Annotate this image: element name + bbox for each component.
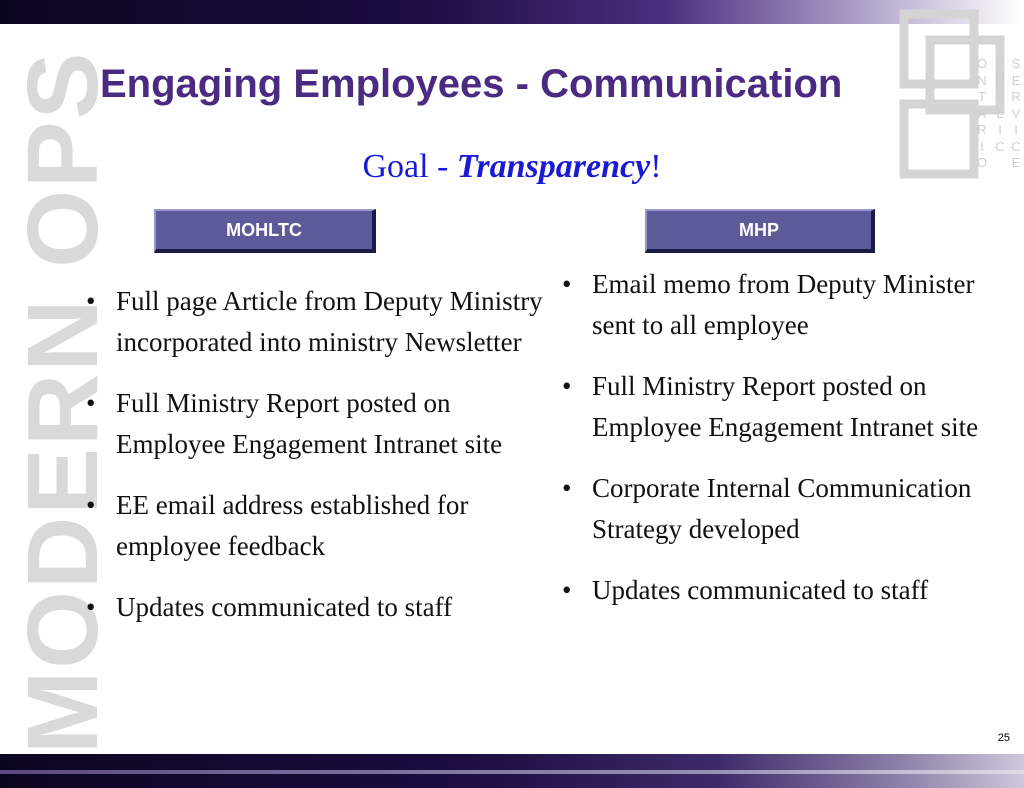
list-item: • Updates communicated to staff [86, 587, 556, 628]
top-gradient-bar [0, 0, 1024, 24]
list-item: • EE email address established for employee feedback [86, 485, 556, 567]
logo-text-ontario: O N T A R I O [976, 56, 988, 170]
goal-prefix: Goal - [362, 148, 457, 185]
list-item: • Corporate Internal Communication Strategy developed [562, 468, 1002, 550]
list-item: • Full page Article from Deputy Ministry incorporated into ministry Newsletter [86, 281, 556, 363]
mohltc-bullet-list [86, 281, 556, 648]
list-item: • Updates communicated to staff [562, 570, 1002, 611]
tab-mohltc: MOHLTC [154, 209, 376, 253]
page-number: 25 [997, 732, 1010, 744]
logo-text-service: S E R V I C E [1011, 56, 1021, 170]
goal-line [0, 148, 1024, 186]
tab-mhp: MHP [645, 209, 875, 253]
list-item: • Email memo from Deputy Minister sent to all employee [562, 264, 1002, 346]
bottom-stripe [0, 770, 1024, 774]
mhp-bullet-list [562, 264, 1002, 631]
watermark-text: MODERN OPS [7, 50, 119, 754]
list-item: • Full Ministry Report posted on Employee Engagement Intranet site [86, 383, 556, 465]
logo-text-public: P U B L I C [995, 56, 1005, 154]
slide-title: Engaging Employees - Communication [100, 62, 843, 106]
side-watermark [0, 24, 119, 754]
goal-suffix: ! [650, 148, 662, 185]
goal-emphasis: Transparency [456, 148, 651, 185]
list-item: • Full Ministry Report posted on Employee Engagement Intranet site [562, 366, 1002, 448]
